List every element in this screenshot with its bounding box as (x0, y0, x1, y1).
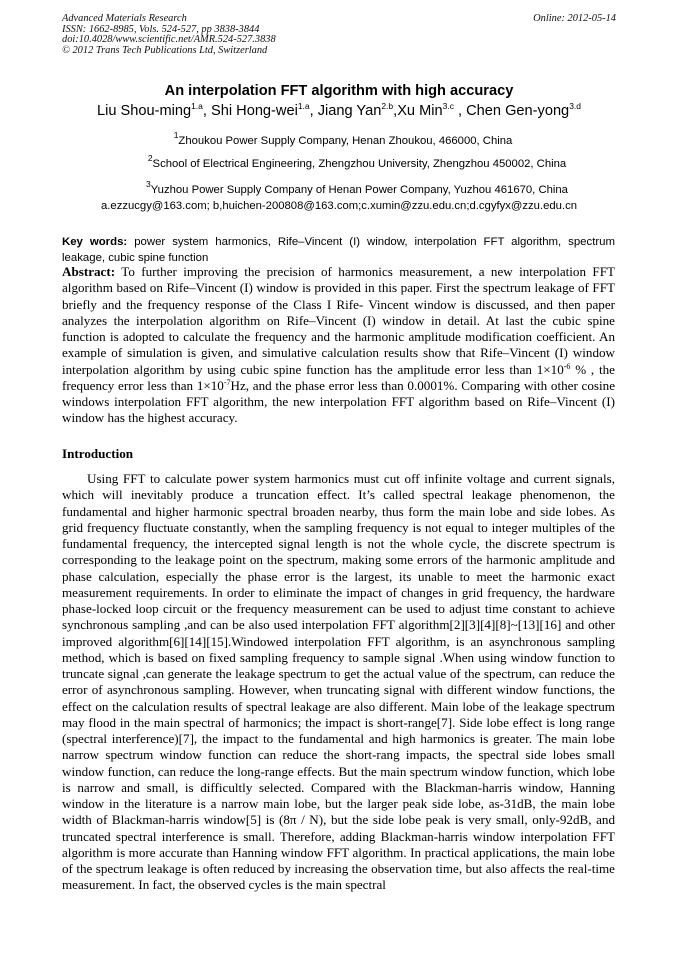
author-affiliation-mark: 1.a (297, 101, 310, 111)
introduction-paragraph: Using FFT to calculate power system harmonics must cut off infinite voltage and current signals, which will inevitably produce a truncation effect. It’s called spectral leakage phenomenon, the fundamental and higher harmonic spectral broaden nearby, thus form the main lobe and side lobes. As grid frequency fluctuate constantly, when the sampling frequency is not equal to integer multiples of the fundamental frequency, the intercepted signal length is not the whole cycle, the discrete spectrum is corresponding to the leakage point on the spectrum, making some errors of the harmonic amplitude and phase calculation, especially the phase error is the largest, its unable to meet the harmonic exact measurement requirements. In order to eliminate the impact of changes in grid frequency, the hardware phase-locked loop circuit or the frequency measurement can be used to adjust time constant to achieve synchronous sampling ,and can be also used interpolation FFT algorithm[2][3][4][8]~[13][16] and other improved algorithm[6][14][15].Windowed interpolation FFT algorithm, is an asynchronous sampling method, which is based on fixed sampling frequency to sample signal .When using window function to truncate signal ,can generate the leakage spectrum to get the actual value of the spectrum, can reduce the error of asynchronous sampling. However, when truncating signal with different window functions, the effect on the calculation results of spectral leakage are also different. Main lobe of the leakage spectrum may flood in the main spectral of harmonics; the impact is short-range[7]. Side lobe effect is long range (spectral interference)[7], the impact to the fundamental and high harmonics is greater. The main lobe narrow spectrum window function can reduce the short-rang impacts, the spectral side lobes small window function, can reduce the long-range effects. But the main spectrum window function, which lobe is narrow and small, is difficultly selected. Compared with the Blackman-harris window, Hanning window in the literature is a narrow main lobe, but the larger peak side lobe, as-31dB, the main lobe width of Blackman-harris window[5] is (8π / N), but the side lobe peak is very small, only-92dB, and truncated spectral interference is small. Therefore, adding Blackman-harris window interpolation FFT algorithm is more accurate than Hanning window FFT algorithm. In practical applications, the main lobe of the spectrum leakage is often reduced by increasing the observation time, but also affects the real-time measurement. In fact, the observed cycles is the main spectral (62, 471, 615, 893)
keywords (62, 234, 615, 266)
author-separator: , (202, 103, 212, 119)
author-name: Liu Shou-ming (96, 103, 192, 119)
author-affiliation-mark: 1.a (191, 101, 203, 111)
keywords-text: power system harmonics, Rife–Vincent (I) window, interpolation FFT algorithm, spectrum leakage, cubic spine function (62, 236, 615, 264)
author-list (0, 101, 678, 121)
affiliation-text: Yuzhou Power Supply Company of Henan Power Company, Yuzhou 461670, China (150, 184, 568, 196)
paper-title: An interpolation FFT algorithm with high accuracy (164, 83, 514, 99)
affiliation-1 (4, 130, 678, 148)
abstract (62, 264, 615, 427)
affiliation-mark: 3 (146, 179, 151, 189)
affiliation-text: Zhoukou Power Supply Company, Henan Zhoukou, 466000, China (178, 135, 513, 147)
section-heading-introduction: Introduction (62, 446, 134, 461)
affiliation-mark: 2 (147, 153, 153, 163)
author-affiliation-mark: 2.b (381, 101, 394, 111)
author-separator: , (309, 103, 318, 119)
abstract-text: Hz, and the phase error less than 0.0001%. Comparing with other cosine windows interpolation FFT algorithm, the new interpolation FFT algorithm based on Rife–Vincent (I) window has the highest accuracy. (62, 377, 616, 426)
author-affiliation-mark: 3.c (442, 101, 454, 111)
abstract-text: % , the frequency error less than 1×10 (62, 361, 615, 393)
affiliation-2 (18, 153, 678, 171)
journal-issn: ISSN: 1662-8985, Vols. 524-527, pp 3838-3844 (62, 23, 260, 35)
author-name: Jiang Yan (317, 103, 382, 119)
exponent: -6 (563, 361, 571, 371)
author-name: Shi Hong-wei (211, 103, 298, 119)
exponent: -7 (223, 377, 231, 387)
affiliation-3 (18, 179, 678, 197)
author-affiliation-mark: 3.d (569, 101, 582, 111)
affiliation-text: School of Electrical Engineering, Zhengzhou University, Zhengzhou 450002, China (152, 158, 567, 170)
author-name: Chen Gen-yong (466, 103, 570, 119)
author-emails: a.ezzucgy@163.com; b,huichen-200808@163.com;c.xumin@zzu.edu.cn;d.cgyfyx@zzu.edu.cn (100, 200, 578, 212)
affiliation-mark: 1 (173, 130, 179, 140)
author-separator: , (453, 103, 467, 119)
abstract-text: To further improving the precision of harmonics measurement, a new interpolation FFT algorithm based on Rife–Vincent (I) window is provided in this paper. First the spectrum leakage of FFT briefly and the frequency response of the Class I Rife- Vincent window is discussed, and then paper analyzes the interpolation algorithm on Rife–Vincent (I) window in detail. At last the cubic spine function is adopted to calculate the frequency and the harmonic amplitude modification coefficient. An example of simulation is given, and simulative calculation results show that Rife–Vincent (I) window interpolation algorithm by using cubic spine function has the amplitude error less than 1×10 (62, 264, 615, 377)
journal-header (62, 14, 616, 56)
keywords-label: Key words: (62, 236, 128, 248)
journal-doi: doi:10.4028/www.scientific.net/AMR.524-527.3838 (62, 34, 276, 46)
abstract-label: Abstract: (62, 264, 116, 279)
author-separator: , (393, 103, 398, 119)
author-name: Xu Min (397, 103, 443, 119)
journal-copyright: © 2012 Trans Tech Publications Ltd, Switzerland (62, 44, 268, 56)
online-date: Online: 2012-05-14 (533, 13, 616, 24)
journal-name: Advanced Materials Research (62, 13, 187, 24)
